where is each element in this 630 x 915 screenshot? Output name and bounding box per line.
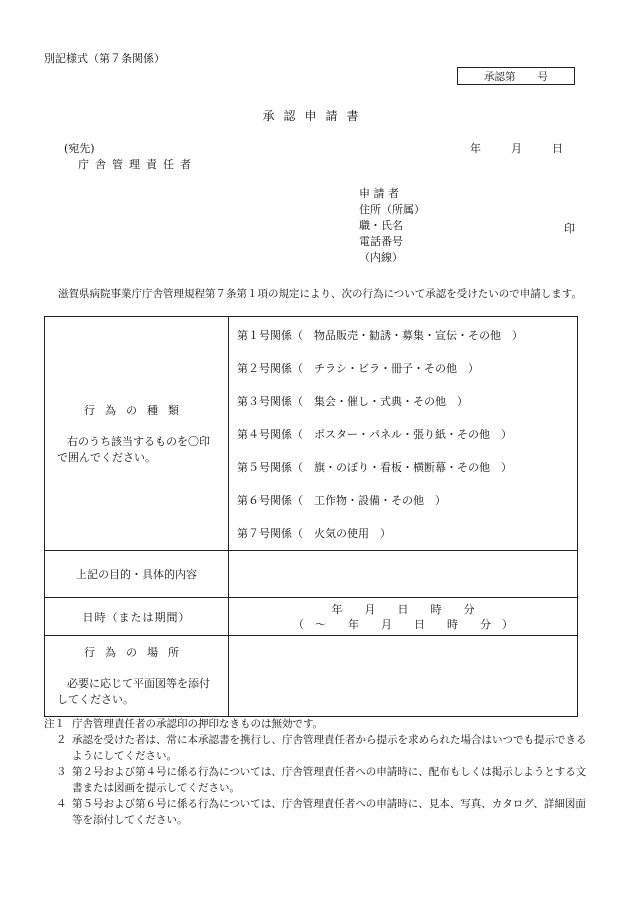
applicant-address: 住所（所属）	[359, 203, 425, 216]
type-heading: 行為の種類	[84, 403, 189, 417]
note-item	[44, 716, 590, 732]
approval-number-box	[457, 67, 575, 85]
type-option-7[interactable]: 第７号関係（ 火気の使用 ）	[237, 527, 391, 540]
note-number: ４	[56, 798, 67, 810]
place-label-cell	[45, 636, 229, 717]
note-number: ３	[56, 766, 67, 778]
type-label-cell	[45, 317, 229, 551]
addressee-name: 庁舎管理責任者	[78, 158, 197, 171]
note-number: 注１	[44, 718, 65, 730]
date-year: 年	[470, 142, 481, 155]
addressee-label: (宛先)	[64, 142, 95, 155]
approval-label: 承認第	[484, 70, 516, 83]
table-row-datetime	[45, 598, 578, 636]
note-text: 第５号および第６号に係る行為については、庁舎管理責任者への申請時に、見本、写真、カタログ、詳細図面等を添付してください。	[72, 798, 586, 826]
seal-mark: 印	[564, 222, 575, 235]
note-text: 庁舎管理責任者の承認印の押印なきものは無効です。	[72, 718, 324, 730]
type-option-6[interactable]: 第６号関係（ 工作物・設備・その他 ）	[237, 494, 446, 507]
note-item	[44, 796, 590, 828]
table-row-type	[45, 317, 578, 551]
intro-text: 滋賀県病院事業庁庁舎管理規程第７条第１項の規定により、次の行為について承認を受けたいので申請します。	[58, 288, 582, 300]
applicant-phone: 電話番号	[359, 235, 403, 248]
type-option-4[interactable]: 第４号関係（ ポスター・パネル・張り紙・その他 ）	[237, 428, 512, 441]
date-day: 日	[552, 142, 563, 155]
approval-suffix: 号	[537, 70, 548, 83]
notes-section	[44, 716, 590, 828]
type-option-1[interactable]: 第１号関係（ 物品販売・勧誘・募集・宣伝・その他 ）	[237, 329, 523, 342]
note-text: 第２号および第４号に係る行為については、庁舎管理責任者への申請時に、配布もしくは掲示しようとする文書または図画を提示してください。	[72, 766, 587, 794]
type-options-cell	[229, 317, 578, 551]
type-option-5[interactable]: 第５号関係（ 旗・のぼり・看板・横断幕・その他 ）	[237, 461, 512, 474]
place-heading: 行為の場所	[84, 646, 189, 659]
note-item	[44, 764, 590, 796]
place-input-cell[interactable]	[229, 636, 578, 717]
purpose-input-cell[interactable]	[229, 551, 578, 598]
application-table	[44, 316, 578, 717]
page-title: 承認申請書	[262, 109, 368, 123]
datetime-line-2: （ ～ 年 月 日 時 分 ）	[293, 617, 513, 631]
datetime-input-cell[interactable]	[229, 598, 578, 636]
table-row-place	[45, 636, 578, 717]
table-row-purpose	[45, 551, 578, 598]
type-option-2[interactable]: 第２号関係（ チラシ・ビラ・冊子・その他 ）	[237, 362, 479, 375]
datetime-label: 日時（または期間）	[45, 598, 229, 636]
applicant-block	[359, 186, 425, 266]
type-note: 右のうち該当するものを〇印で囲んでください。	[57, 434, 210, 464]
type-option-3[interactable]: 第３号関係（ 集会・催し・式典・その他 ）	[237, 395, 468, 408]
note-text: 承認を受けた者は、常に本承認書を携行し、庁舎管理責任者から提示を求められた場合はいつでも提示できるようにしてください。	[72, 734, 587, 762]
place-note: 必要に応じて平面図等を添付してください。	[57, 677, 210, 706]
note-number: ２	[56, 734, 67, 746]
applicant-name: 職・氏名	[359, 219, 403, 232]
note-item	[44, 732, 590, 764]
date-row	[470, 140, 563, 156]
applicant-extension: （内線）	[359, 251, 403, 264]
form-reference: 別記様式（第７条関係）	[44, 52, 165, 65]
applicant-heading: 申 請 者	[359, 187, 399, 200]
datetime-line-1: 年 月 日 時 分	[331, 602, 475, 616]
purpose-label: 上記の目的・具体的内容	[45, 551, 229, 598]
date-month: 月	[511, 142, 522, 155]
